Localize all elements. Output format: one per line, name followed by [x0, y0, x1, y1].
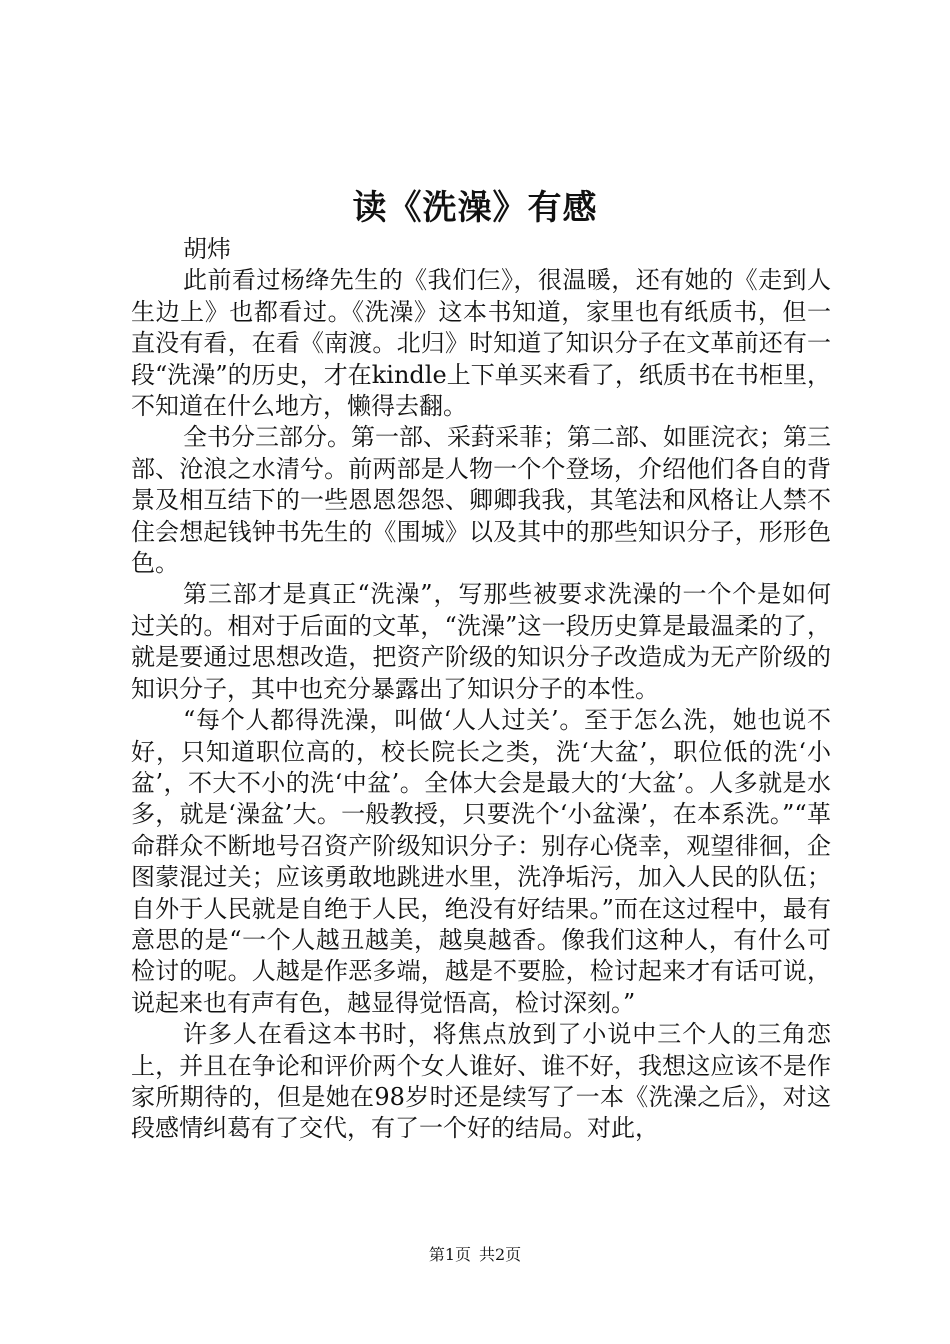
page-total: 共2页 [479, 1245, 522, 1264]
paragraph-3: 第三部才是真正“洗澡”，写那些被要求洗澡的一个个是如何过关的。相对于后面的文革，“洗澡”这一段历史算是最温柔的了，就是要通过思想改造，把资产阶级的知识分子改造成为无产阶级的知识分子，其中也充分暴露出了知识分子的本性。 [131, 580, 831, 703]
paragraph-5: 许多人在看这本书时，将焦点放到了小说中三个人的三角恋上，并且在争论和评价两个女人谁好、谁不好，我想这应该不是作家所期待的，但是她在98岁时还是续写了一本《洗澡之后》，对这段感情纠葛有了交代，有了一个好的结局。对此， [131, 1020, 831, 1143]
document-body [131, 234, 831, 1145]
paragraph-4: “每个人都得洗澡，叫做‘人人过关’。至于怎么洗，她也说不好，只知道职位高的，校长院长之类，洗‘大盆’，职位低的洗‘小盆’，不大不小的洗‘中盆’。全体大会是最大的‘大盆’。人多就是水多，就是‘澡盆’大。一般教授，只要洗个‘小盆澡’，在本系洗。”“革命群众不断地号召资产阶级知识分子：别存心侥幸，观望徘徊，企图蒙混过关；应该勇敢地跳进水里，洗净垢污，加入人民的队伍；自外于人民就是自绝于人民，绝没有好结果。”而在这过程中，最有意思的是“一个人越丑越美，越臭越香。像我们这种人，有什么可检讨的呢。人越是作恶多端，越是不要脸，检讨起来才有话可说，说起来也有声有色，越显得觉悟高，检讨深刻。” [131, 706, 831, 1017]
page-number: 第1页 [428, 1245, 471, 1264]
page-footer [0, 1244, 950, 1266]
paragraph-2: 全书分三部分。第一部、采葑采菲；第二部、如匪浣衣；第三部、沧浪之水清兮。前两部是人物一个个登场，介绍他们各自的背景及相互结下的一些恩恩怨怨、卿卿我我，其笔法和风格让人禁不住会想起钱钟书先生的《围城》以及其中的那些知识分子，形形色色。 [131, 423, 831, 578]
document-title: 读《洗澡》有感 [352, 188, 598, 228]
author-line: 胡炜 [183, 235, 231, 263]
paragraph-1: 此前看过杨绛先生的《我们仨》，很温暖，还有她的《走到人生边上》也都看过。《洗澡》这本书知道，家里也有纸质书，但一直没有看，在看《南渡。北归》时知道了知识分子在文革前还有一段“洗澡”的历史，才在kindle上下单买来看了，纸质书在书柜里，不知道在什么地方，懒得去翻。 [131, 266, 831, 421]
